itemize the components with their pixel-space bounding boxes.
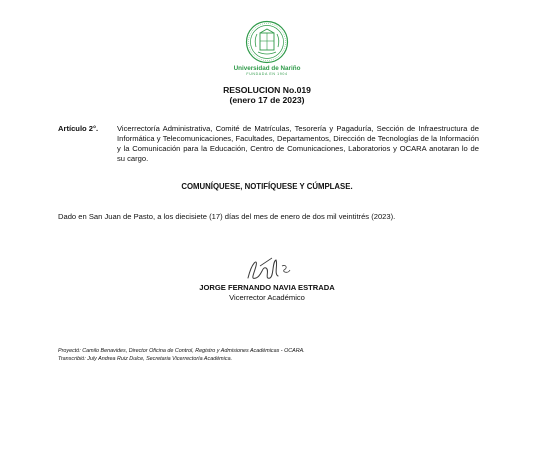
comuniquese-heading: COMUNÍQUESE, NOTIFÍQUESE Y CÚMPLASE. [181,182,353,191]
dado-paragraph: Dado en San Juan de Pasto, a los diecisiete (17) días del mes de enero de dos mil veintitrés (2023). [58,212,396,221]
resolution-title: RESOLUCION No.019 [223,85,311,95]
logo-name: Universidad de Nariño [233,65,301,72]
article-body: Vicerrectoría Administrativa, Comité de Matrículas, Tesorería y Pagaduría, Sección de Infraestructura de Informática y Telecomunicaciones, Facultades, Departamentos, Dirección de Tecnologías de la Información y la Comunicación para la Educación, Centro de Comunicaciones, Laboratorios y OCARA anotaran lo de su cargo. [117,124,479,164]
university-logo [226,20,308,90]
signer-name: JORGE FERNANDO NAVIA ESTRADA [199,283,335,292]
university-seal-icon [245,20,289,64]
logo-subtitle: FUNDADA EN 1904 [246,72,288,76]
resolution-date: (enero 17 de 2023) [229,95,305,105]
article-label: Artículo 2°. [58,124,99,133]
footer-proyecto: Proyectó: Camilo Benavides, Director Oficina de Control, Registro y Admisiones Académicas - OCARA. [58,348,305,354]
handwritten-signature [242,252,298,286]
signer-role: Vicerrector Académico [229,293,305,302]
footer-transcribio: Transcribió: July Andrea Ruiz Dulce, Secretaria Vicerrectoría Académica. [58,356,233,362]
